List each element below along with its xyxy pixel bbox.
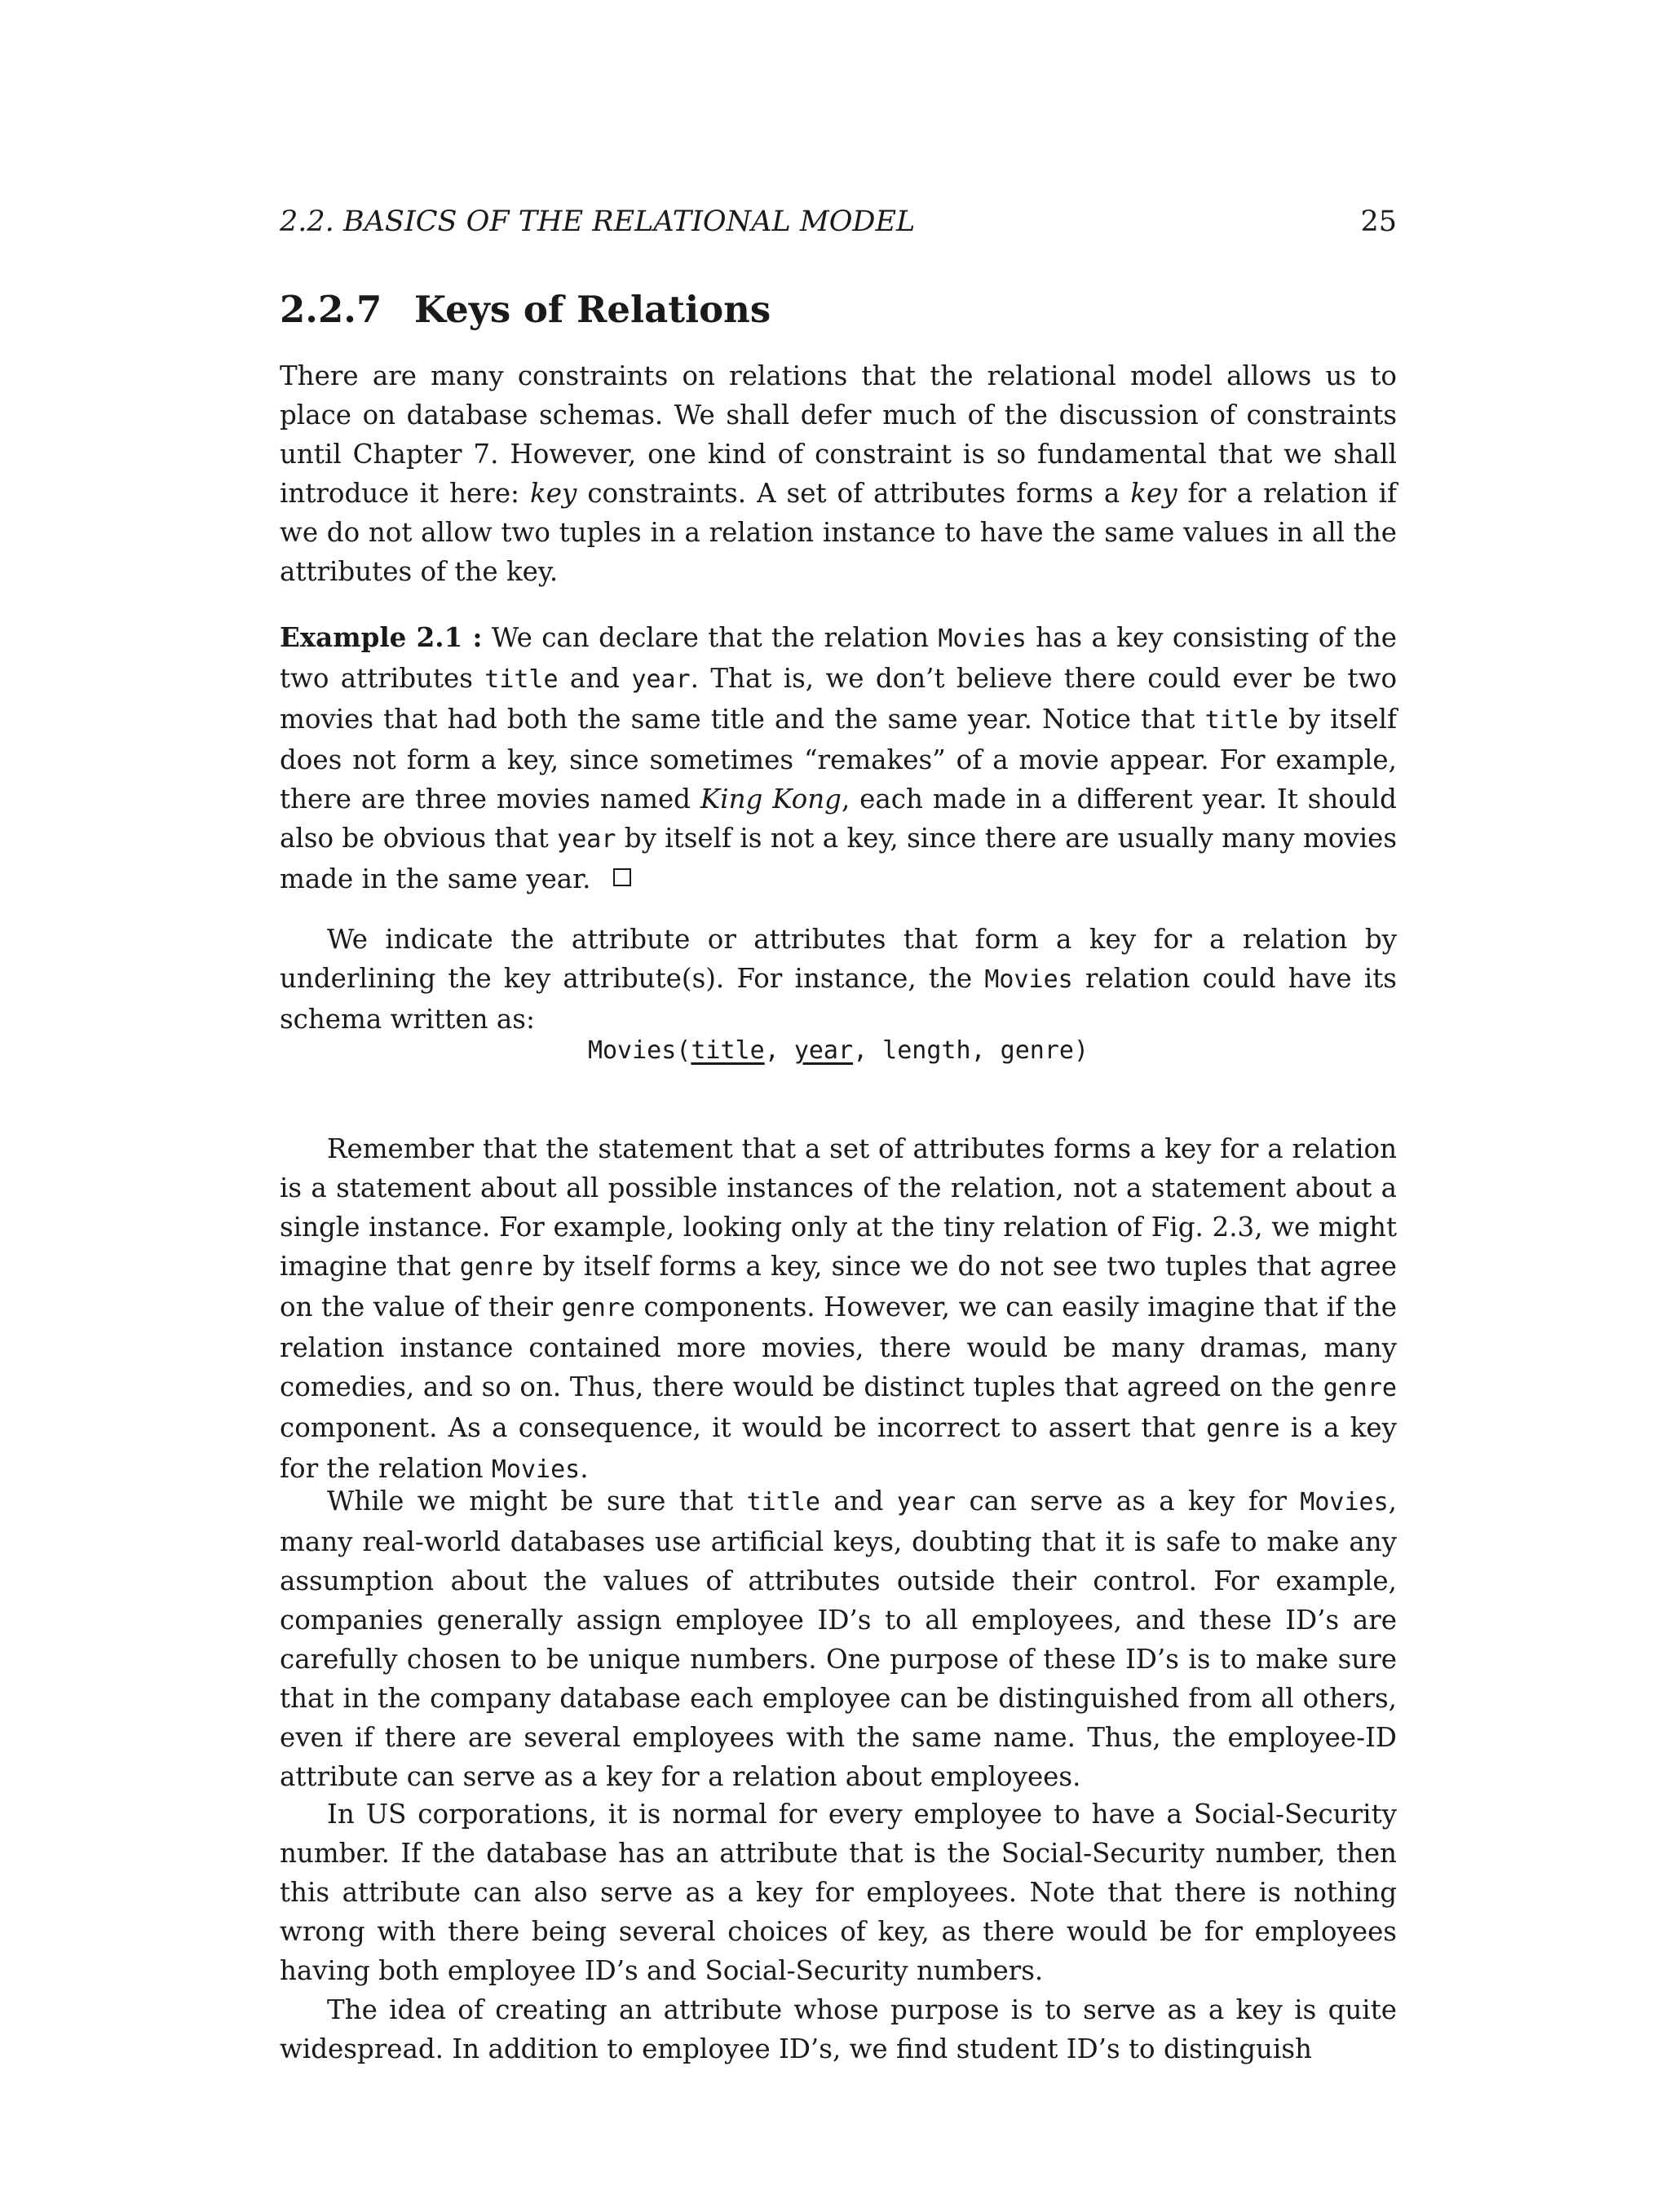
schema-separator: , xyxy=(764,1036,794,1065)
example-label: Example 2.1 : xyxy=(280,621,483,653)
schema-prefix: Movies( xyxy=(587,1036,691,1065)
example-movie-name: King Kong xyxy=(700,784,842,815)
p1-text-a: There are many constraints on relations that the relational model allows us to place on database schemas. We shall defer much of the discussion of constraints until Chapter 7. However, one kind of constraint is so fundamental that we shall introduce it here: xyxy=(280,360,1397,509)
section-title: Keys of Relations xyxy=(414,288,771,331)
schema-rest: , length, genre) xyxy=(853,1036,1089,1065)
example-code-title-2: title xyxy=(1204,706,1279,735)
p3-code-genre-4: genre xyxy=(1206,1415,1280,1443)
p6-text: The idea of creating an attribute whose purpose is to serve as a key is quite widespread. In addition to employee ID’s, we find student ID’s to distinguish xyxy=(280,1994,1397,2064)
p1-key-term-2: key xyxy=(1130,478,1177,509)
p4-text-b: and xyxy=(820,1486,897,1517)
p3-text-c: components. However, we can easily imagine that if the relation instance contained more movies, there would be many dramas, many comedies, and so on. Thus, there would be distinct tuples that agreed on the xyxy=(280,1291,1397,1402)
p4-text-c: can serve as a key for xyxy=(956,1486,1301,1517)
movies-schema xyxy=(280,1031,1397,1071)
p2-code-movies: Movies xyxy=(984,965,1073,994)
end-of-example-icon xyxy=(613,868,631,886)
example-text-b: has a key consisting of the two attributes xyxy=(280,622,1397,694)
p3-code-genre-1: genre xyxy=(459,1253,534,1282)
intro-paragraph xyxy=(280,356,1397,591)
p4-code-movies: Movies xyxy=(1300,1488,1389,1517)
example-code-year-2: year xyxy=(557,825,616,854)
section-number: 2.2.7 xyxy=(280,288,382,331)
instances-paragraph xyxy=(280,1129,1397,1490)
p4-text-a: While we might be sure that xyxy=(327,1486,747,1517)
p4-text-d: , many real-world databases use artificial keys, doubting that it is safe to make any assumption about the values of attributes outside their control. For example, companies generally assign employee ID’s to all employees, and these ID’s are carefully chosen to be unique numbers. One purpose of these ID’s is to make sure that in the company database each employee can be distinguished from all others, even if there are several employees with the same name. Thus, the employee-ID attribute can serve as a key for a relation about employees. xyxy=(280,1486,1397,1792)
example-text-d: . That is, we don’t believe there could ever be two movies that had both the same title and the same year. Notice that xyxy=(280,663,1398,735)
widespread-keys-paragraph xyxy=(280,1990,1397,2069)
running-head xyxy=(280,201,1397,242)
example-text-c: and xyxy=(558,663,632,694)
schema-key-year: year xyxy=(793,1036,854,1065)
running-head-title: 2.2. BASICS OF THE RELATIONAL MODEL xyxy=(280,205,916,238)
p3-text-d: component. As a consequence, it would be incorrect to assert that xyxy=(280,1412,1207,1443)
p3-code-genre-2: genre xyxy=(561,1294,635,1322)
example-text-a: We can declare that the relation xyxy=(482,622,939,653)
schema-key-title: title xyxy=(691,1036,765,1065)
artificial-keys-paragraph xyxy=(280,1481,1397,1796)
page-number: 25 xyxy=(1360,205,1397,238)
example-text-f: , each made in a different year. It should also be obvious that xyxy=(280,784,1397,854)
p1-text-e: for a relation if we do not allow two tuples in a relation instance to have the same values in all the attributes of the key. xyxy=(280,478,1397,587)
example-code-movies: Movies xyxy=(938,625,1027,653)
p2-text-b: relation could have its schema written as: xyxy=(280,963,1397,1035)
key-notation-paragraph xyxy=(280,920,1397,1039)
p3-code-genre-3: genre xyxy=(1323,1374,1397,1402)
example-code-title: title xyxy=(484,665,559,694)
example-text-e: by itself does not form a key, since sometimes “remakes” of a movie appear. For example, there are three movies named xyxy=(280,704,1397,815)
p4-code-title: title xyxy=(746,1488,820,1517)
p3-text-b: by itself forms a key, since we do not see two tuples that agree on the value of their xyxy=(280,1251,1397,1322)
p3-text-a: Remember that the statement that a set of attributes forms a key for a relation is a statement about all possible instances of the relation, not a statement about a single instance. For example, looking only at the tiny relation of Fig. 2.3, we might imagine that xyxy=(280,1133,1397,1282)
p2-text-a: We indicate the attribute or attributes that form a key for a relation by underlining the key attribute(s). For instance, the xyxy=(280,924,1397,994)
section-heading xyxy=(280,285,1397,334)
p3-text-e: is a key for the relation xyxy=(280,1412,1397,1484)
p1-key-term-1: key xyxy=(530,478,577,509)
example-code-year: year xyxy=(631,665,691,694)
p3-text-f: . xyxy=(580,1453,589,1484)
example-text-g: by itself is not a key, since there are usually many movies made in the same year. xyxy=(280,823,1398,894)
p1-text-c: constraints. A set of attributes forms a xyxy=(577,478,1131,509)
p4-code-year: year xyxy=(896,1488,956,1517)
ssn-paragraph xyxy=(280,1795,1397,1990)
p3-code-movies: Movies xyxy=(491,1455,581,1484)
example-2-1 xyxy=(280,618,1397,898)
p5-text: In US corporations, it is normal for every employee to have a Social-Security number. If the database has an attribute that is the Social-Security number, then this attribute can also serve as a key for employees. Note that there is nothing wrong with there being several choices of key, as there would be for employees having both employee ID’s and Social-Security numbers. xyxy=(280,1799,1397,1986)
